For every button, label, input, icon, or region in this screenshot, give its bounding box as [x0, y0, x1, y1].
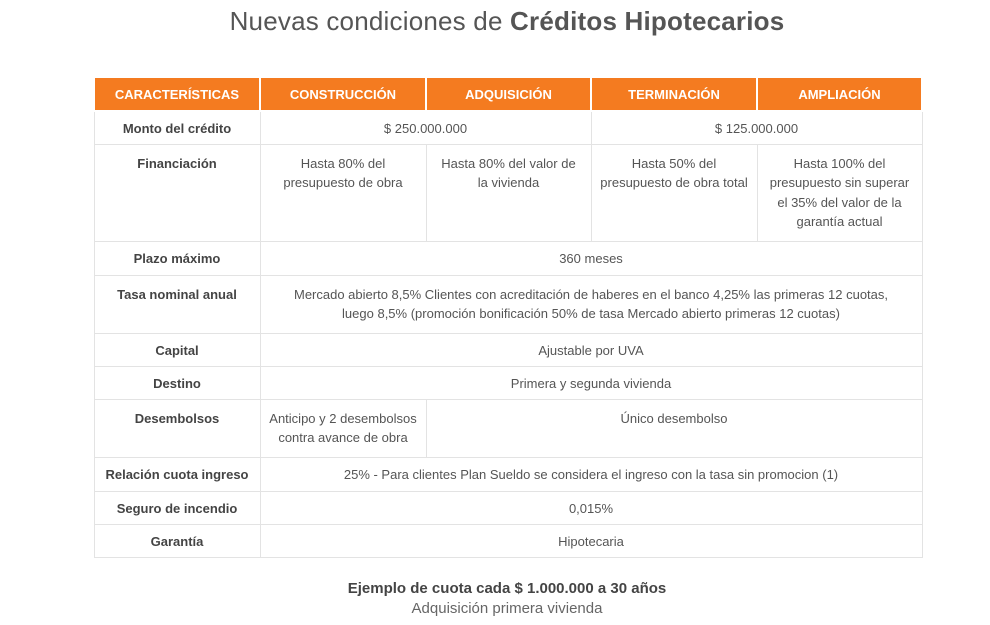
header-construccion: CONSTRUCCIÓN	[260, 77, 426, 111]
header-caracteristicas: CARACTERÍSTICAS	[94, 77, 260, 111]
header-ampliacion: AMPLIACIÓN	[757, 77, 922, 111]
row-label-tasa: Tasa nominal anual	[94, 275, 260, 333]
row-label-destino: Destino	[94, 366, 260, 399]
monto-terminacion-ampliacion: $ 125.000.000	[591, 111, 922, 144]
title-bold: Créditos Hipotecarios	[510, 6, 785, 36]
row-label-relacion: Relación cuota ingreso	[94, 457, 260, 491]
monto-construccion-adquisicion: $ 250.000.000	[260, 111, 591, 144]
financiacion-adquisicion: Hasta 80% del valor de la vivienda	[426, 144, 591, 241]
table-row	[94, 111, 922, 144]
table-row	[94, 275, 922, 333]
row-label-capital: Capital	[94, 333, 260, 366]
table-row	[94, 524, 922, 557]
row-label-garantia: Garantía	[94, 524, 260, 557]
table-row	[94, 457, 922, 491]
garantia-value: Hipotecaria	[260, 524, 922, 557]
table-row	[94, 144, 922, 241]
capital-value: Ajustable por UVA	[260, 333, 922, 366]
row-label-plazo: Plazo máximo	[94, 241, 260, 275]
header-adquisicion: ADQUISICIÓN	[426, 77, 591, 111]
row-label-financiacion: Financiación	[94, 144, 260, 241]
financiacion-construccion: Hasta 80% del presupuesto de obra	[260, 144, 426, 241]
header-row	[94, 77, 922, 111]
table-row	[94, 333, 922, 366]
example-section	[0, 580, 990, 617]
relacion-value: 25% - Para clientes Plan Sueldo se considera el ingreso con la tasa sin promocion (1)	[260, 457, 922, 491]
row-label-seguro: Seguro de incendio	[94, 491, 260, 524]
page-title	[0, 6, 990, 37]
seguro-value: 0,015%	[260, 491, 922, 524]
financiacion-ampliacion: Hasta 100% del presupuesto sin superar el 35% del valor de la garantía actual	[757, 144, 922, 241]
tasa-value: Mercado abierto 8,5% Clientes con acreditación de haberes en el banco 4,25% las primeras 12 cuotas, luego 8,5% (promoción bonificación 50% de tasa Mercado abierto primeras 12 cuotas)	[260, 275, 922, 333]
example-title: Ejemplo de cuota cada $ 1.000.000 a 30 años	[347, 580, 667, 597]
desembolsos-resto: Único desembolso	[426, 399, 922, 457]
row-label-monto: Monto del crédito	[94, 111, 260, 144]
financiacion-terminacion: Hasta 50% del presupuesto de obra total	[591, 144, 757, 241]
conditions-table	[93, 76, 923, 558]
table-row	[94, 366, 922, 399]
desembolsos-construccion: Anticipo y 2 desembolsos contra avance de obra	[260, 399, 426, 457]
example-subtitle: Adquisición primera vivienda	[411, 600, 603, 617]
row-label-desembolsos: Desembolsos	[94, 399, 260, 457]
destino-value: Primera y segunda vivienda	[260, 366, 922, 399]
table-row	[94, 491, 922, 524]
plazo-value: 360 meses	[260, 241, 922, 275]
header-terminacion: TERMINACIÓN	[591, 77, 757, 111]
title-light: Nuevas condiciones de	[229, 6, 511, 36]
table-row	[94, 241, 922, 275]
table-row	[94, 399, 922, 457]
